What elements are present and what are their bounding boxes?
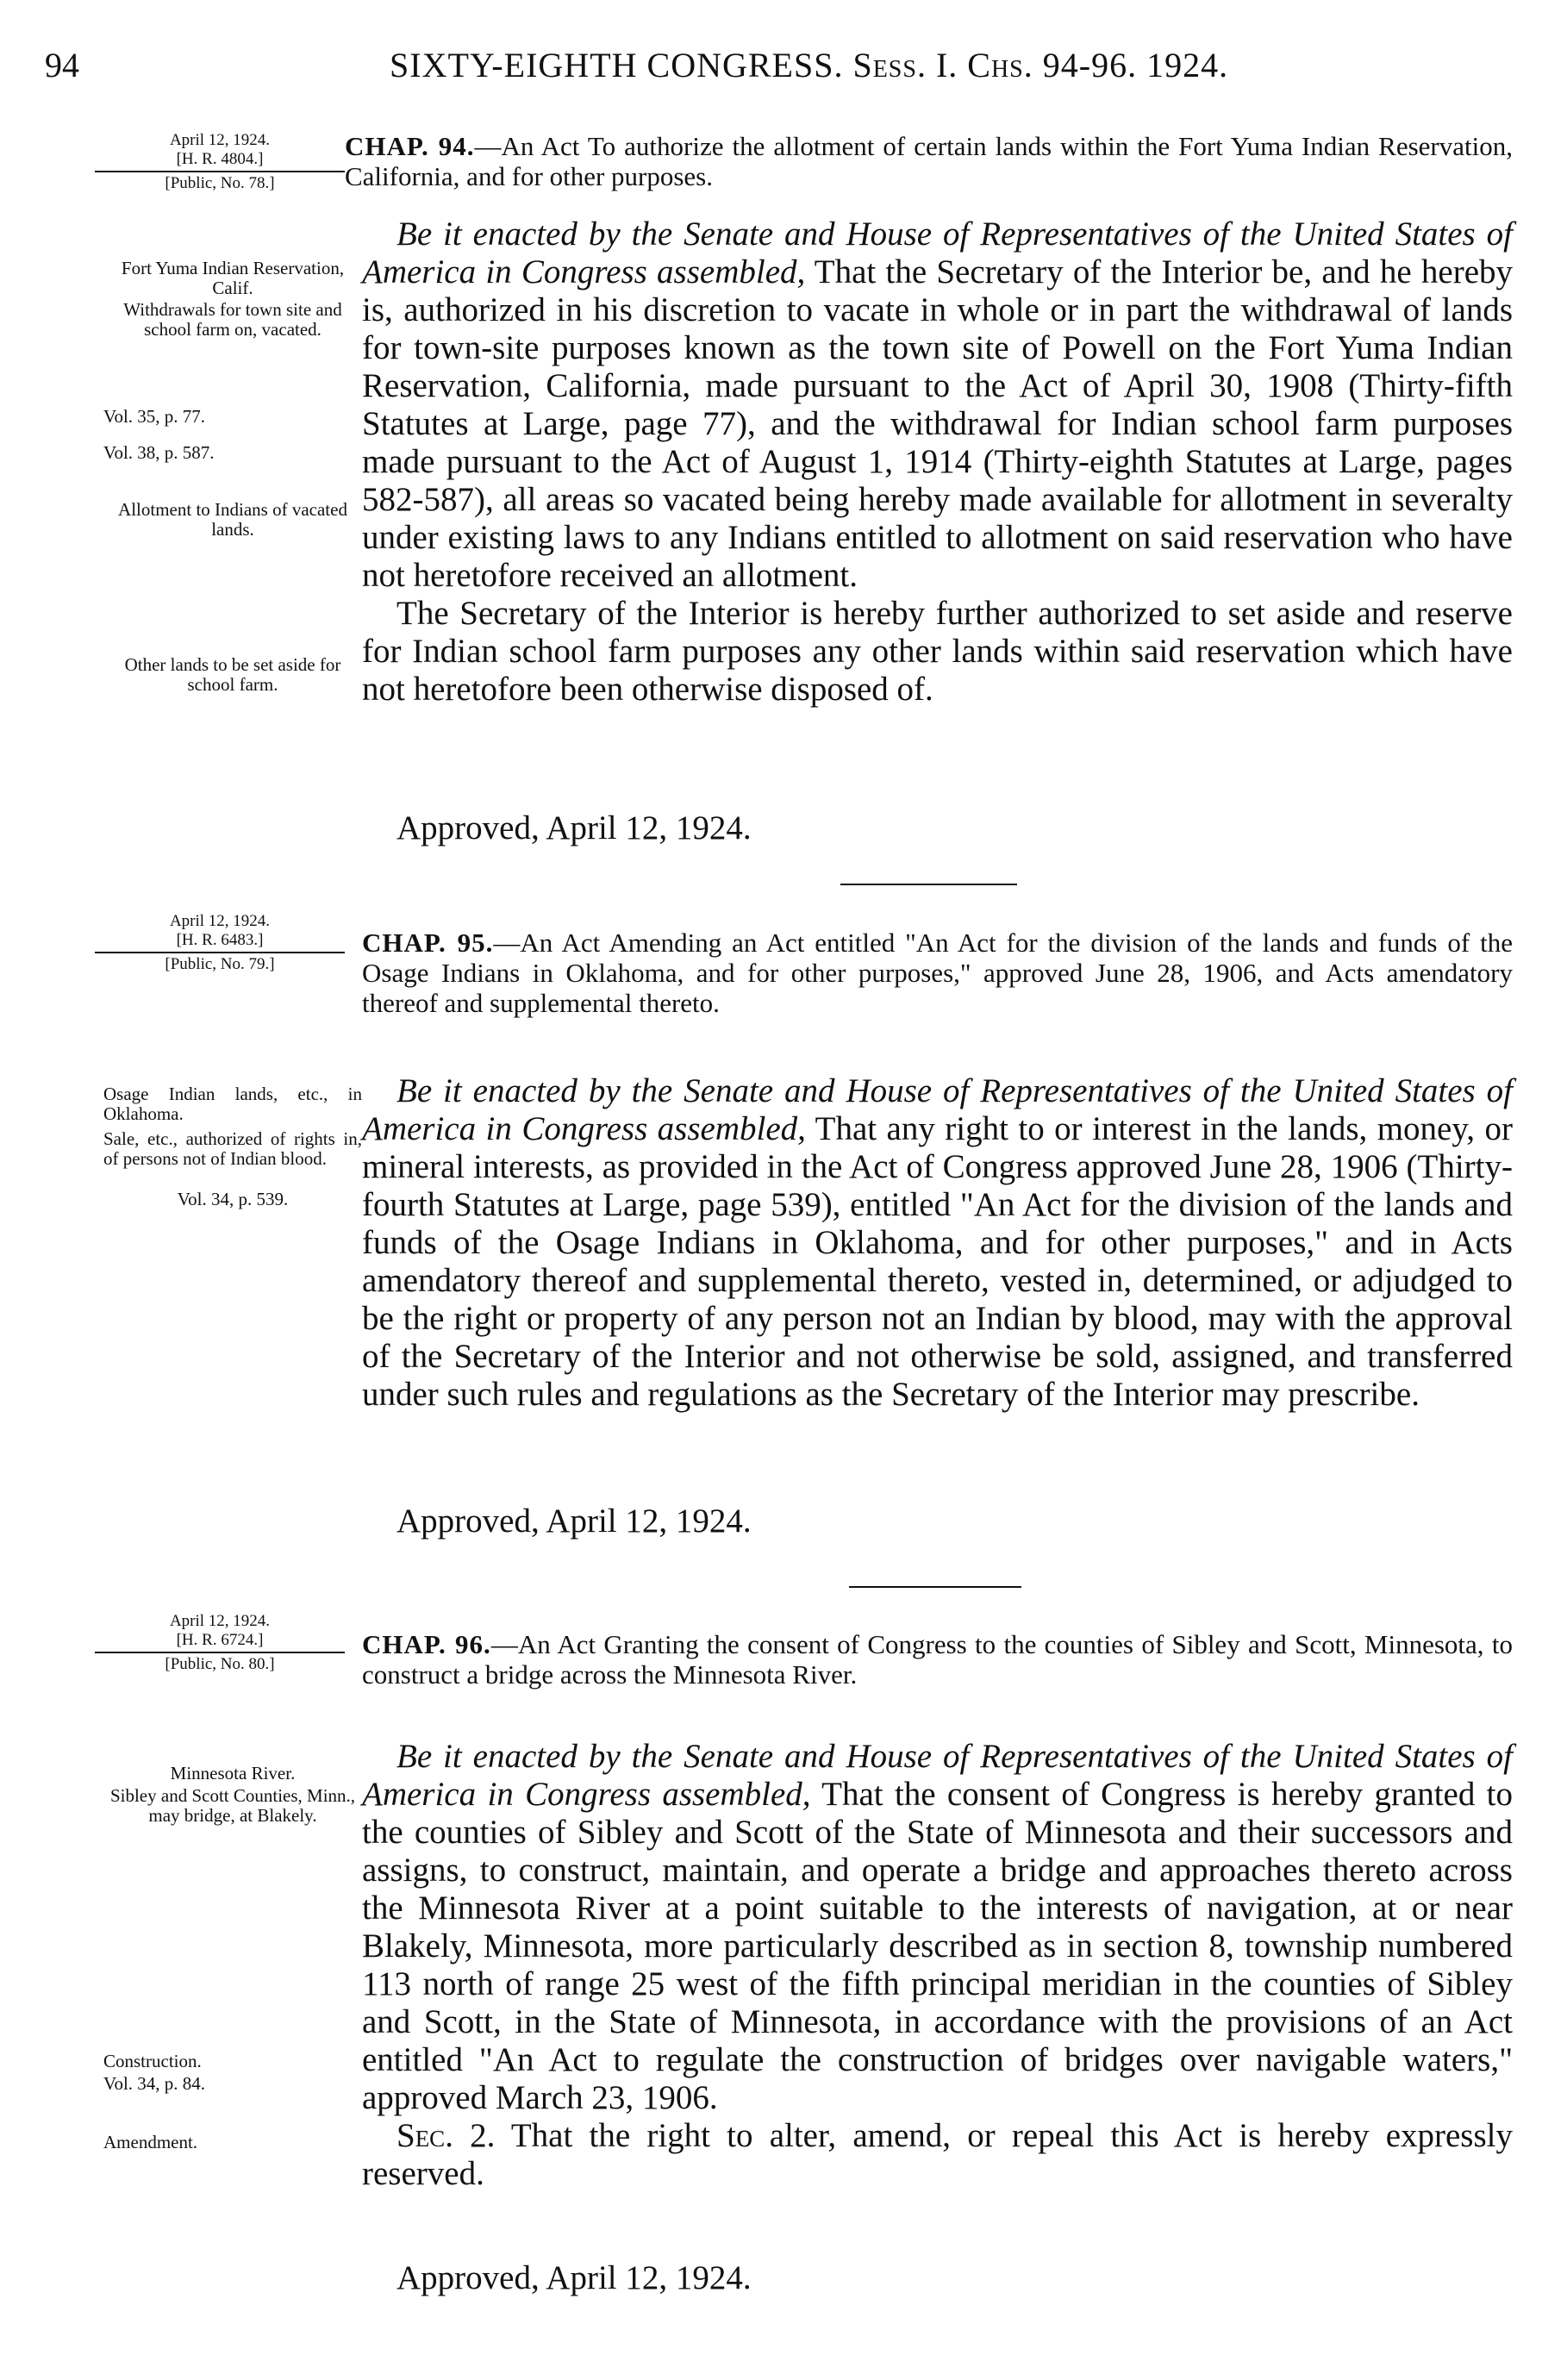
chapter-94-paragraph-2: The Secretary of the Interior is hereby further authorized to set aside and reserve for Indian school farm purposes any other lands within said reservation which have not heretofore been otherwise disposed of. <box>362 595 1513 708</box>
sidenote-sibley-scott-bridge: Sibley and Scott Counties, Minn., may bridge, at Blakely. <box>109 1785 356 1826</box>
chapter-95-section-text: That any right to or interest in the lands, money, or mineral interests, as provided in the Act of Congress approved June 28, 1906 (Thirty-fourth Statutes at Large, page 539), entitled "An Act for the division of the lands and funds of the Osage Indians in Oklahoma, and for other purposes," and in Acts amendatory thereof and supplemental thereto, vested in, determined, or adjudged to be the right or property of any person not an Indian by blood, may with the approval of the Secretary of the Interior and not otherwise be sold, assigned, and transferred under such rules and regulations as the Secretary of the Interior may prescribe. <box>362 1110 1513 1413</box>
chapter-95-enacting-clause: Be it enacted by the Senate and House of Representatives of the United States of America in Congress assembled, <box>362 1072 1513 1147</box>
chapter-96-body <box>362 1738 1513 2193</box>
chapter-divider <box>840 884 1017 885</box>
chapter-94-bill: [H. R. 4804.] <box>176 150 264 168</box>
sidenote-vol-34-84: Vol. 34, p. 84. <box>103 2073 206 2094</box>
chapter-96-section-2 <box>362 2117 1513 2193</box>
chapter-94-date: April 12, 1924. <box>169 131 271 149</box>
chapter-94-title: —An Act To authorize the allotment of certain lands within the Fort Yuma Indian Reservation, California, and for other purposes. <box>345 131 1513 191</box>
chapter-94-label: CHAP. 94. <box>345 131 475 161</box>
chapter-95-public-law: [Public, No. 79.] <box>165 955 275 973</box>
chapter-95-date: April 12, 1924. <box>169 912 271 930</box>
chapter-94-enacting-clause: Be it enacted by the Senate and House of Representatives of the United States of America in Congress assembled, <box>362 216 1513 290</box>
chapter-96-margin-rule <box>95 1652 345 1653</box>
chapter-96-approved: Approved, April 12, 1924. <box>396 2259 752 2296</box>
sidenote-vol-35: Vol. 35, p. 77. <box>103 406 206 427</box>
chapters-label: Chs. 94-96. <box>967 46 1138 84</box>
chapter-95-heading <box>362 928 1513 1018</box>
chapter-96-margin-reference <box>95 1612 345 1674</box>
chapter-94-public-law: [Public, No. 78.] <box>165 174 275 192</box>
chapter-94-paragraph-1 <box>362 216 1513 595</box>
chapter-96-public-law: [Public, No. 80.] <box>165 1655 275 1673</box>
sidenote-minnesota-river: Minnesota River. <box>170 1763 296 1783</box>
chapter-96-enacting-clause: Be it enacted by the Senate and House of Representatives of the United States of America in Congress assembled, <box>362 1738 1513 1813</box>
chapter-94-margin-reference <box>95 131 345 193</box>
chapter-95-body <box>362 1072 1513 1414</box>
chapter-96-date: April 12, 1924. <box>169 1612 271 1630</box>
chapter-94-approved: Approved, April 12, 1924. <box>396 809 752 846</box>
chapter-94-heading <box>345 131 1513 191</box>
chapter-95-bill: [H. R. 6483.] <box>176 931 264 949</box>
session-label: Sess. I. <box>852 46 958 84</box>
chapter-94-section-text: That the Secretary of the Interior be, and he hereby is, authorized in his discretion to vacate in whole or in part the withdrawal of lands for town-site purposes known as the town site of Powell on the Fort Yuma Indian Reservation, California, made pursuant to the Act of April 30, 1908 (Thirty-fifth Statutes at Large, page 77), and the withdrawal for Indian school farm purposes made pursuant to the Act of August 1, 1914 (Thirty-eighth Statutes at Large, pages 582-587), all areas so vacated being hereby made available for allotment in severalty under existing laws to any Indians entitled to allotment on said reservation who have not heretofore received an allotment. <box>362 253 1514 594</box>
sidenote-vol-38: Vol. 38, p. 587. <box>103 442 215 463</box>
sidenote-withdrawals-vacated: Withdrawals for town site and school farm on, vacated. <box>123 299 342 340</box>
sidenote-vol-34-539: Vol. 34, p. 539. <box>177 1189 289 1209</box>
chapter-94-margin-rule <box>95 171 345 172</box>
sidenote-fort-yuma: Fort Yuma Indian Reservation, Calif. <box>121 258 345 298</box>
chapter-divider <box>849 1586 1021 1588</box>
chapter-95-margin-reference <box>95 912 345 974</box>
page-number: 94 <box>45 46 79 84</box>
sidenote-sale-authorized: Sale, etc., authorized of rights in, of persons not of Indian blood. <box>103 1128 362 1169</box>
chapter-95-approved: Approved, April 12, 1924. <box>396 1502 752 1540</box>
chapter-96-section-2-label: Sec. 2. <box>396 2117 496 2154</box>
sidenote-other-lands: Other lands to be set aside for school farm. <box>124 654 341 695</box>
chapter-96-label: CHAP. 96. <box>362 1629 491 1659</box>
sidenote-allotment-vacated-lands: Allotment to Indians of vacated lands. <box>118 499 347 540</box>
sidenote-construction: Construction. <box>103 2051 202 2071</box>
chapter-96-paragraph-1 <box>362 1738 1513 2117</box>
chapter-95-label: CHAP. 95. <box>362 928 494 958</box>
chapter-96-title: —An Act Granting the consent of Congress to the counties of Sibley and Scott, Minnesota, to construct a bridge across the Minnesota River. <box>362 1629 1513 1690</box>
chapter-95-margin-rule <box>95 952 345 953</box>
sidenote-amendment: Amendment. <box>103 2132 198 2152</box>
chapter-95-title: —An Act Amending an Act entitled "An Act for the division of the lands and funds of the Osage Indians in Oklahoma, and for other purposes," approved June 28, 1906, and Acts amendatory thereof and supplemental thereto. <box>362 928 1513 1018</box>
chapter-95-paragraph-1 <box>362 1072 1513 1414</box>
running-title <box>390 45 1228 85</box>
chapter-94-body <box>362 216 1513 709</box>
chapter-96-section-text: That the consent of Congress is hereby granted to the counties of Sibley and Scott of the State of Minnesota and their successors and assigns, to construct, maintain, and operate a bridge and approaches thereto across the Minnesota River at a point suitable to the interests of navigation, at or near Blakely, Minnesota, more particularly described as in section 8, township numbered 113 north of range 25 west of the fifth principal meridian in the counties of Sibley and Scott, in the State of Minnesota, in accordance with the provisions of an Act entitled "An Act to regulate the construction of bridges over navigable waters," approved March 23, 1906. <box>362 1776 1514 2116</box>
running-head <box>45 45 1522 97</box>
chapter-96-section-2-text: That the right to alter, amend, or repeal this Act is hereby expressly reserved. <box>362 2117 1513 2192</box>
congress-title: SIXTY-EIGHTH CONGRESS. <box>390 46 844 84</box>
sidenote-osage-lands: Osage Indian lands, etc., in Oklahoma. <box>103 1084 362 1124</box>
chapter-96-heading <box>362 1629 1513 1690</box>
chapter-96-bill: [H. R. 6724.] <box>176 1631 264 1649</box>
year-label: 1924. <box>1146 46 1229 84</box>
